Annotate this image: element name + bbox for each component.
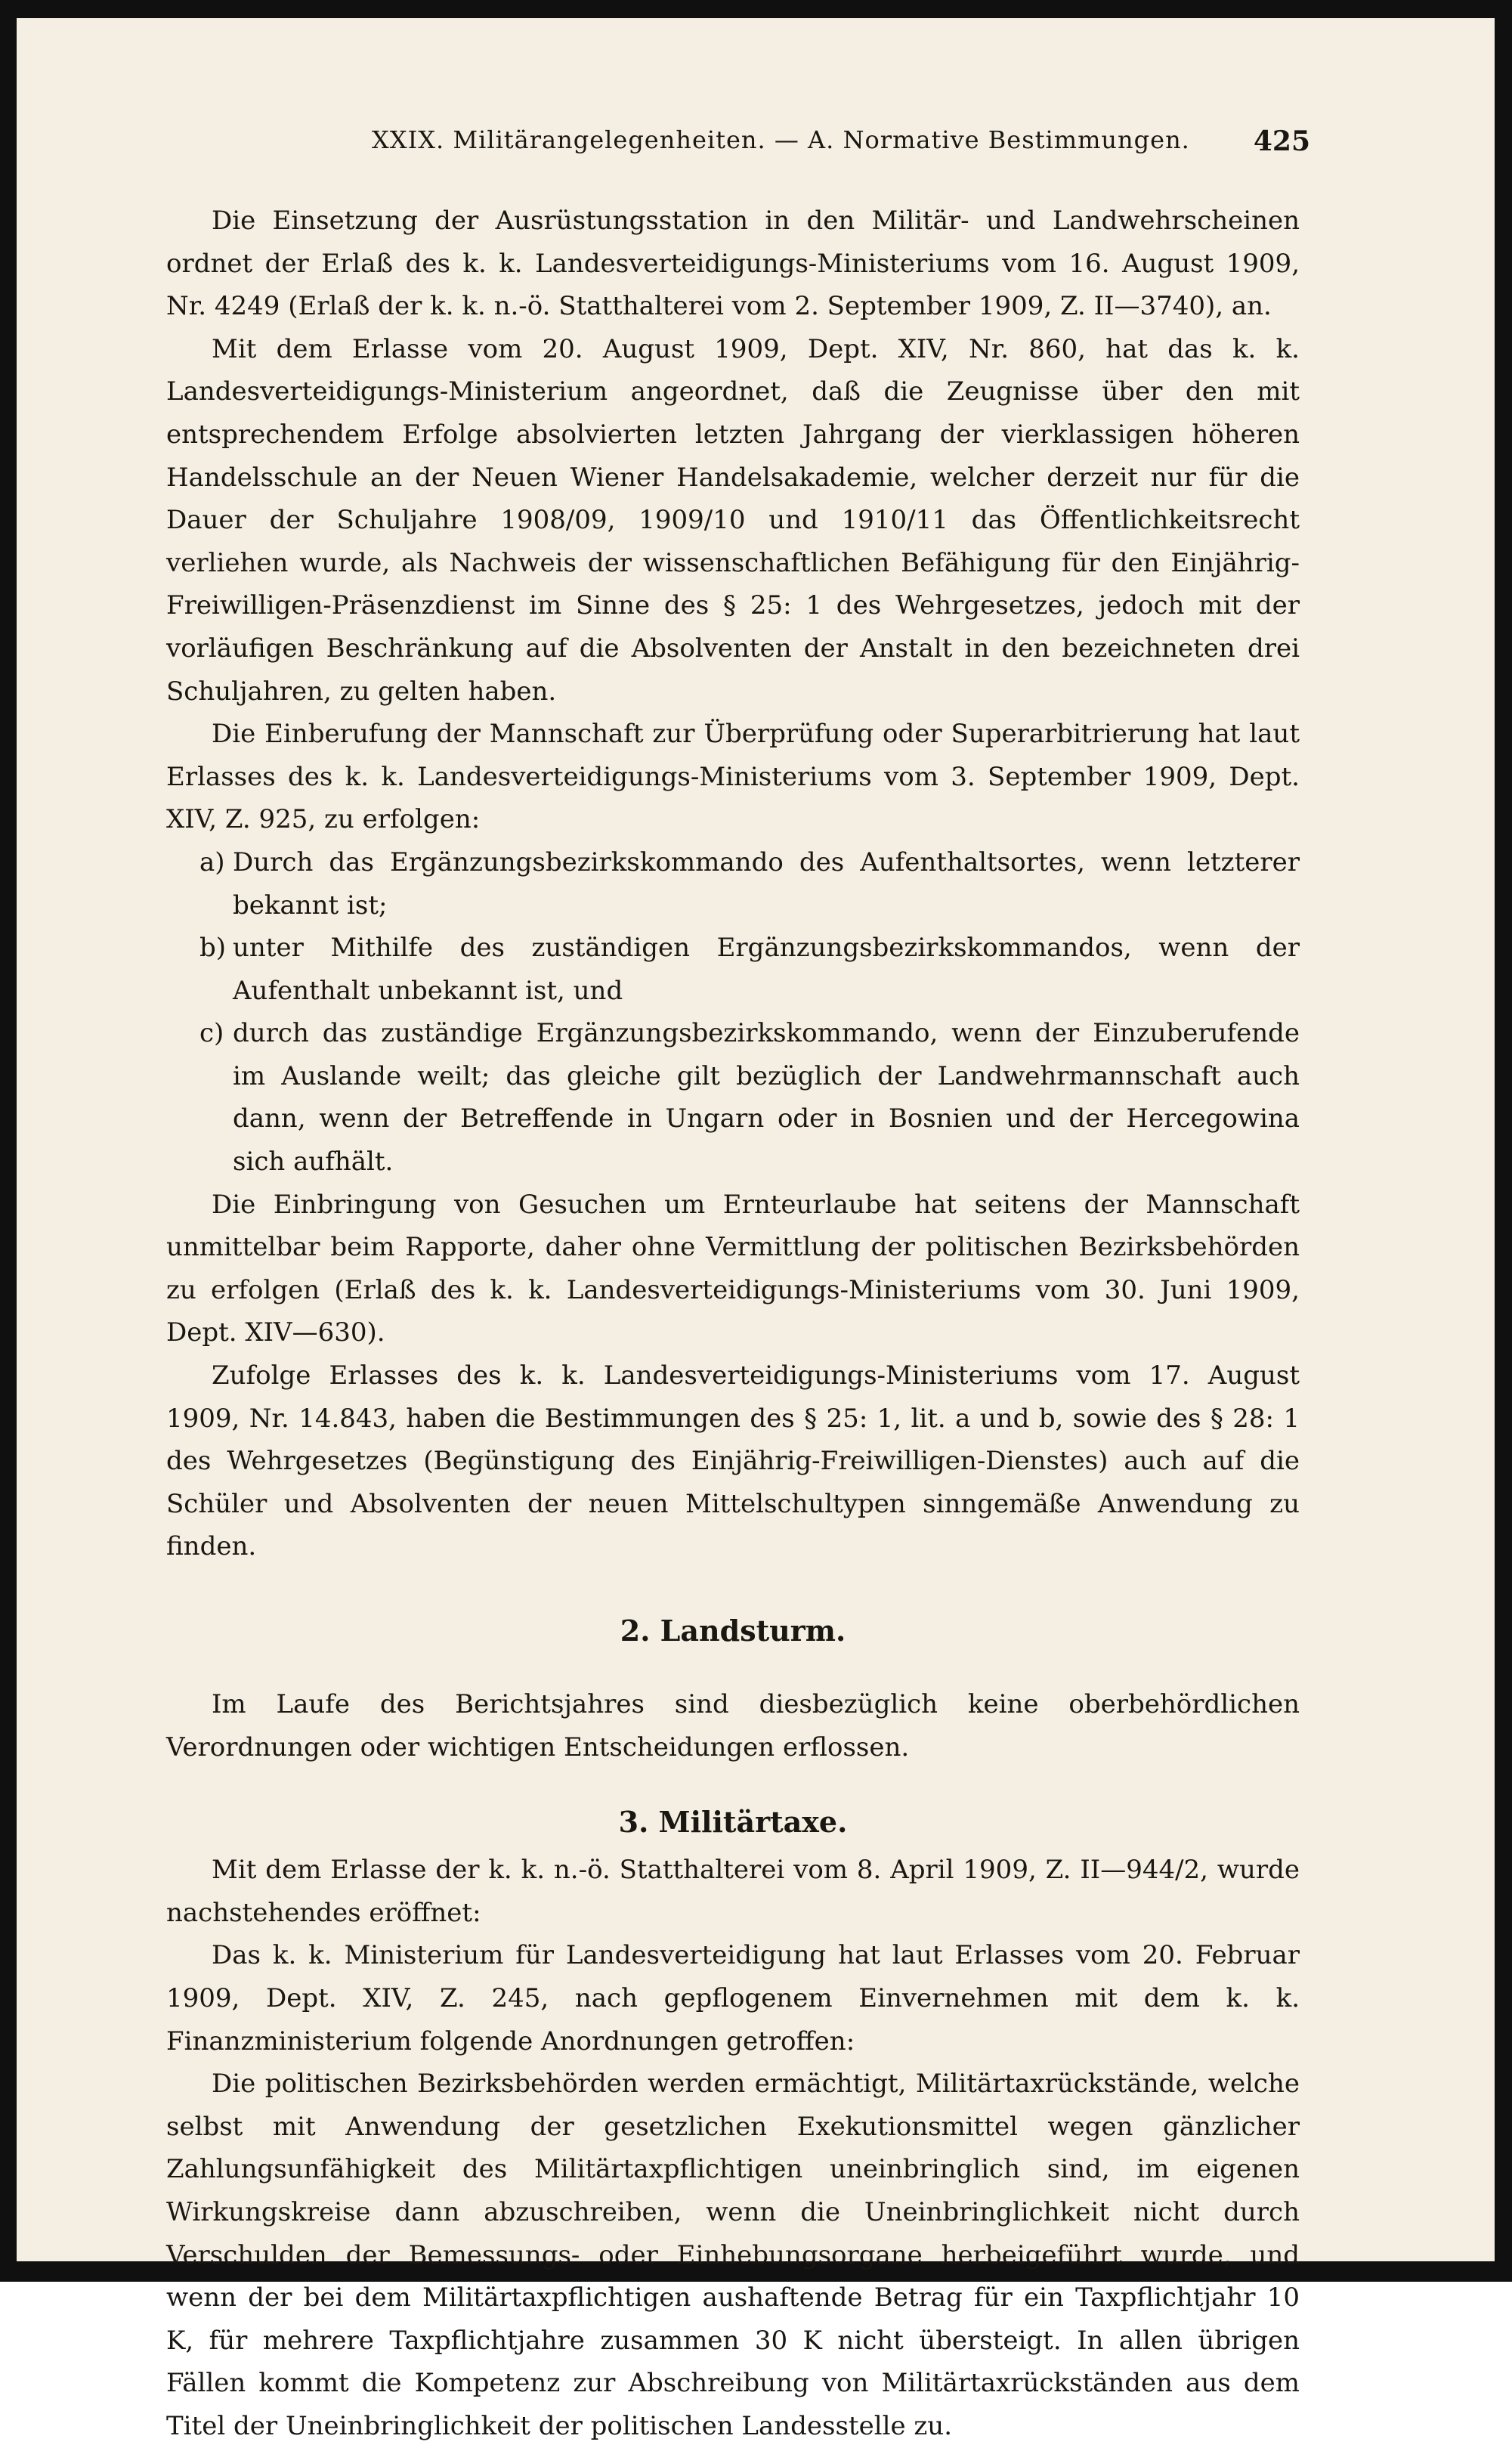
paragraph: Das k. k. Ministerium für Landesverteidigung hat laut Erlasses vom 20. Februar 1909, Dept. XIV, Z. 245, nach gepflogenem Einvernehmen mit dem k. k. Finanzministerium folgende Anordnungen getroffen: [166, 1940, 1300, 2057]
paragraph: Zufolge Erlasses des k. k. Landesverteidigungs-Ministeriums vom 17. August 1909, Nr. 14.843, haben die Bestimmungen des § 25: 1, lit. a und b, sowie des § 28: 1 des Wehrgesetzes (Begünstigung des Einjährig-Freiwilligen-Dienstes) auch auf die Schüler und Absolventen der neuen Mittelschultypen sinngemäße Anwendung zu finden. [166, 1360, 1300, 1562]
paragraph: Mit dem Erlasse der k. k. n.-ö. Statthalterei vom 8. April 1909, Z. II—944/2, wurde nachstehendes eröffnet: [166, 1855, 1300, 1928]
paragraph: Die Einberufung der Mannschaft zur Überprüfung oder Superarbitrierung hat laut Erlasses des k. k. Landesverteidigungs-Ministeriums vom 3. September 1909, Dept. XIV, Z. 925, zu erfolgen: [166, 719, 1300, 835]
paragraph: Mit dem Erlasse vom 20. August 1909, Dept. XIV, Nr. 860, hat das k. k. Landesverteidigungs-Ministerium angeordnet, daß die Zeugnisse über den mit entsprechendem Erfolge absolvierten letzten Jahrgang der vierklassigen höheren Handelsschule an der Neuen Wiener Handelsakademie, welcher derzeit nur für die Dauer der Schuljahre 1908/09, 1909/10 und 1910/11 das Öffentlichkeitsrecht verliehen wurde, als Nachweis der wissenschaftlichen Befähigung für den Einjährig-Freiwilligen-Präsenzdienst im Sinne des § 25: 1 des Wehrgesetzes, jedoch mit der vorläufigen Beschränkung auf die Absolventen der Anstalt in den bezeichneten drei Schuljahren, zu gelten haben. [166, 333, 1300, 707]
list-item [166, 841, 1300, 927]
paragraph: Im Laufe des Berichtsjahres sind diesbezüglich keine oberbehördlichen Verordnungen oder wichtigen Entscheidungen erflossen. [166, 1689, 1300, 1762]
section-heading-militaertaxe: 3. Militärtaxe. [618, 1805, 848, 1840]
list-text: Durch das Ergänzungsbezirkskommando des Aufenthaltsortes, wenn letzterer bekannt ist; [233, 846, 1300, 921]
page-number: 425 [1253, 125, 1310, 157]
section-spacer [166, 1769, 1300, 1796]
paragraph: Die politischen Bezirksbehörden werden ermächtigt, Militärtaxrückstände, welche selbst mit Anwendung der gesetzlichen Exekutionsmittel wegen gänzlicher Zahlungsunfähigkeit des Militärtaxpflichtigen uneinbringlich sind, im eigenen Wirkungskreise dann abzuschreiben, wenn die Uneinbringlichkeit nicht durch Verschulden der Bemessungs- oder Einhebungsorgane herbeigeführt wurde, und wenn der bei dem Militärtaxpflichtigen aushaftende Betrag für ein Taxpflichtjahr 10 K, für mehrere Taxpflichtjahre zusammen 30 K nicht übersteigt. In allen übrigen Fällen kommt die Kompetenz zur Abschreibung von Militärtaxrückständen aus dem Titel der Uneinbringlichkeit der politischen Landesstelle zu. [166, 2069, 1300, 2441]
section-spacer [166, 1568, 1300, 1605]
list-item [166, 927, 1300, 1012]
running-header [17, 125, 1495, 171]
call-up-list [166, 841, 1300, 1184]
header-title: XXIX. Militärangelegenheiten. — A. Normative Bestimmungen. [372, 125, 1190, 154]
list-text: unter Mithilfe des zuständigen Ergänzungsbezirkskommandos, wenn der Aufenthalt unbekannt ist, und [233, 933, 1300, 1006]
list-text: durch das zuständige Ergänzungsbezirkskommando, wenn der Einzuberufende im Auslande weilt; das gleiche gilt bezüglich der Landwehrmannschaft auch dann, wenn der Betreffende in Ungarn oder in Bosnien und der Hercegowina sich aufhält. [233, 1018, 1300, 1178]
list-item [166, 1012, 1300, 1183]
page [17, 18, 1495, 2441]
list-label: b) [199, 933, 227, 964]
page-body [166, 200, 1300, 2448]
section-spacer [166, 1657, 1300, 1683]
list-label: a) [199, 846, 225, 877]
section-heading-landsturm: 2. Landsturm. [620, 1614, 846, 1648]
paragraph: Die Einsetzung der Ausrüstungsstation in den Militär- und Landwehrscheinen ordnet der Erlaß des k. k. Landesverteidigungs-Ministeriums vom 16. August 1909, Nr. 4249 (Erlaß der k. k. n.-ö. Statthalterei vom 2. September 1909, Z. II—3740), an. [166, 206, 1300, 322]
paragraph: Die Einbringung von Gesuchen um Ernteurlaube hat seitens der Mannschaft unmittelbar beim Rapporte, daher ohne Vermittlung der politischen Bezirksbehörden zu erfolgen (Erlaß des k. k. Landesverteidigungs-Ministeriums vom 30. Juni 1909, Dept. XIV—630). [166, 1189, 1300, 1348]
list-label: c) [199, 1018, 224, 1049]
